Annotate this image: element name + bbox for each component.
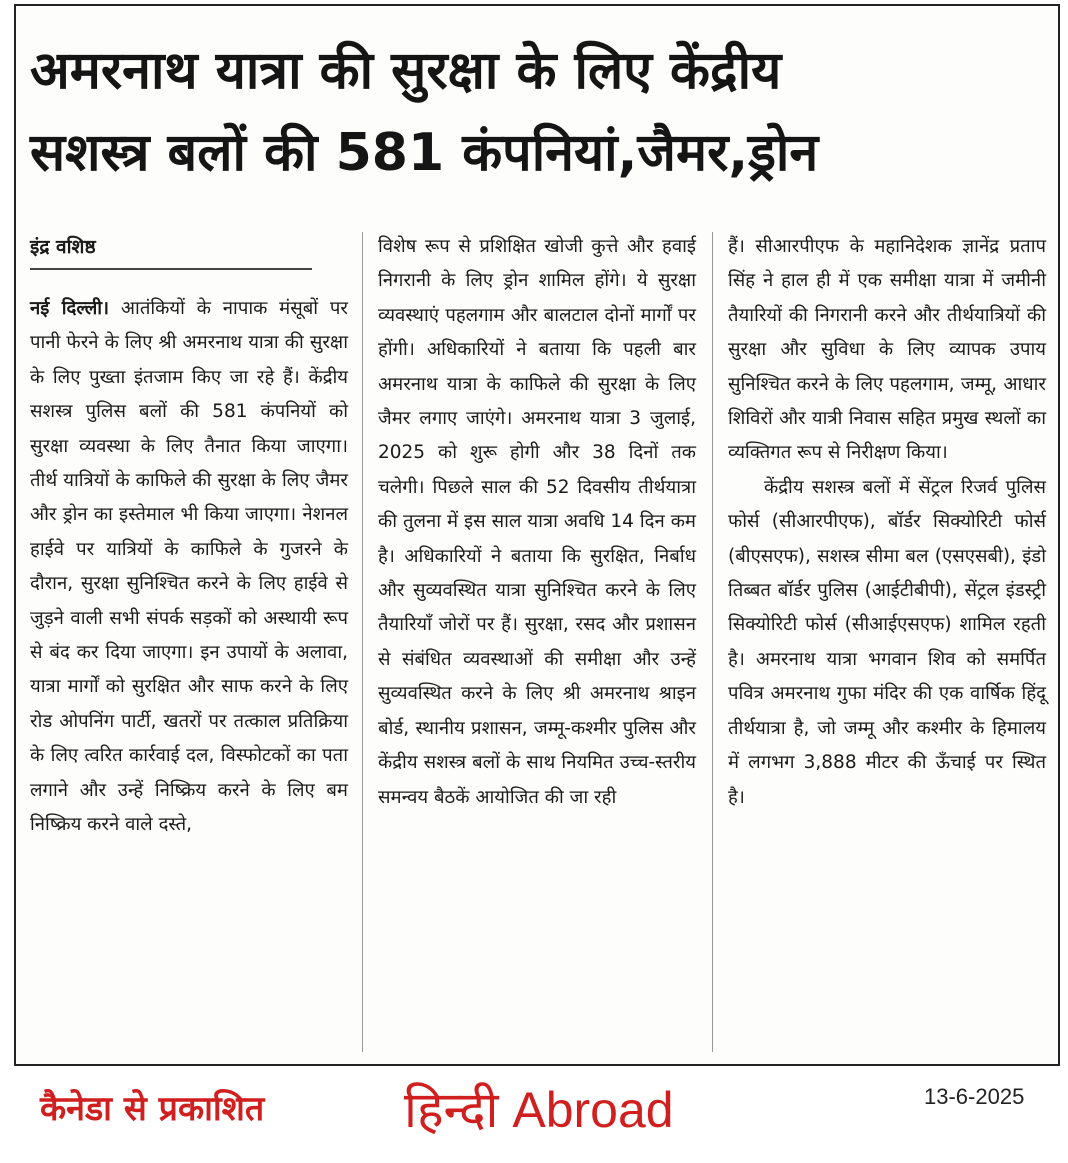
article-column-1 xyxy=(30,230,348,843)
headline-line-2: सशस्त्र बलों की 581 कंपनियां,जैमर,ड्रोन xyxy=(30,123,819,183)
column-3-paragraph-1: हैं। सीआरपीएफ के महानिदेशक ज्ञानेंद्र प्रताप सिंह ने हाल ही में एक समीक्षा यात्रा में जमीनी तैयारियों की निगरानी करने और तीर्थयात्रियों की सुरक्षा और सुविधा के लिए व्यापक उपाय सुनिश्चित करने के लिए पहलगाम, जम्मू, आधार शिविरों और यात्री निवास सहित प्रमुख स्थलों का व्यक्तिगत रूप से निरीक्षण किया। xyxy=(728,236,1046,464)
article-column-2 xyxy=(378,230,696,815)
newspaper-clipping xyxy=(14,4,1060,1066)
brand-name: हिन्दी Abroad xyxy=(404,1082,674,1138)
column-3-paragraph-2: केंद्रीय सशस्त्र बलों में सेंट्रल रिजर्व पुलिस फोर्स (सीआरपीएफ), बॉर्डर सिक्योरिटी फोर्स (बीएसएफ), सशस्त्र सीमा बल (एसएसबी), इंडो तिब्बत बॉर्डर पुलिस (आईटीबीपी), सेंट्रल इंडस्ट्री सिक्योरिटी फोर्स (सीआईएसएफ) शामिल रहती है। अमरनाथ यात्रा भगवान शिव को समर्पित पवित्र अमरनाथ गुफा मंदिर की एक वार्षिक हिंदू तीर्थयात्रा है, जो जम्मू और कश्मीर के हिमालय में लगभग 3,888 मीटर की ऊँचाई पर स्थित है। xyxy=(728,476,1046,808)
dateline: नई दिल्ली। xyxy=(30,298,110,319)
publication-date: 13-6-2025 xyxy=(924,1084,1025,1109)
column-divider xyxy=(712,232,713,1052)
article-column-3 xyxy=(728,230,1046,815)
headline xyxy=(30,30,1050,194)
byline: इंद्र वशिष्ठ xyxy=(30,236,96,258)
headline-line-1: अमरनाथ यात्रा की सुरक्षा के लिए केंद्रीय xyxy=(30,41,782,101)
published-from-label: कैनेडा से प्रकाशित xyxy=(40,1089,265,1129)
byline-rule xyxy=(30,268,312,270)
column-2-body: विशेष रूप से प्रशिक्षित खोजी कुत्ते और हवाई निगरानी के लिए ड्रोन शामिल होंगे। ये सुरक्षा व्यवस्थाएं पहलगाम और बालटाल दोनों मार्गों पर होंगी। अधिकारियों ने बताया कि पहली बार अमरनाथ यात्रा के काफिले की सुरक्षा के लिए जैमर लगाए जाएंगे। अमरनाथ यात्रा 3 जुलाई, 2025 को शुरू होगी और 38 दिनों तक चलेगी। पिछले साल की 52 दिवसीय तीर्थयात्रा की तुलना में इस साल यात्रा अवधि 14 दिन कम है। अधिकारियों ने बताया कि सुरक्षित, निर्बाध और सुव्यवस्थित यात्रा सुनिश्चित करने के लिए तैयारियाँ जोरों पर हैं। सुरक्षा, रसद और प्रशासन से संबंधित व्यवस्थाओं की समीक्षा और उन्हें सुव्यवस्थित करने के लिए श्री अमरनाथ श्राइन बोर्ड, स्थानीय प्रशासन, जम्मू-कश्मीर पुलिस और केंद्रीय सशस्त्र बलों के साथ नियमित उच्च-स्तरीय समन्वय बैठकें आयोजित की जा रही xyxy=(378,236,696,808)
column-1-text xyxy=(30,292,348,843)
column-1-body: आतंकियों के नापाक मंसूबों पर पानी फेरने के लिए श्री अमरनाथ यात्रा की सुरक्षा के लिए पुख्ता इंतजाम किए जा रहे हैं। केंद्रीय सशस्त्र पुलिस बलों की 581 कंपनियों को सुरक्षा व्यवस्था के लिए तैनात किया जाएगा। तीर्थ यात्रियों के काफिले की सुरक्षा के लिए जैमर और ड्रोन का इस्तेमाल भी किया जाएगा। नेशनल हाईवे पर यात्रियों के काफिले के गुजरने के दौरान, सुरक्षा सुनिश्चित करने के लिए हाईवे से जुड़ने वाली सभी संपर्क सड़कों को अस्थायी रूप से बंद कर दिया जाएगा। इन उपायों के अलावा, यात्रा मार्गों को सुरक्षित और साफ करने के लिए रोड ओपनिंग पार्टी, खतरों पर तत्काल प्रतिक्रिया के लिए त्वरित कार्रवाई दल, विस्फोटकों का पता लगाने और उन्हें निष्क्रिय करने के लिए बम निष्क्रिय करने वाले दस्ते, xyxy=(30,298,348,836)
column-divider xyxy=(362,232,363,1052)
